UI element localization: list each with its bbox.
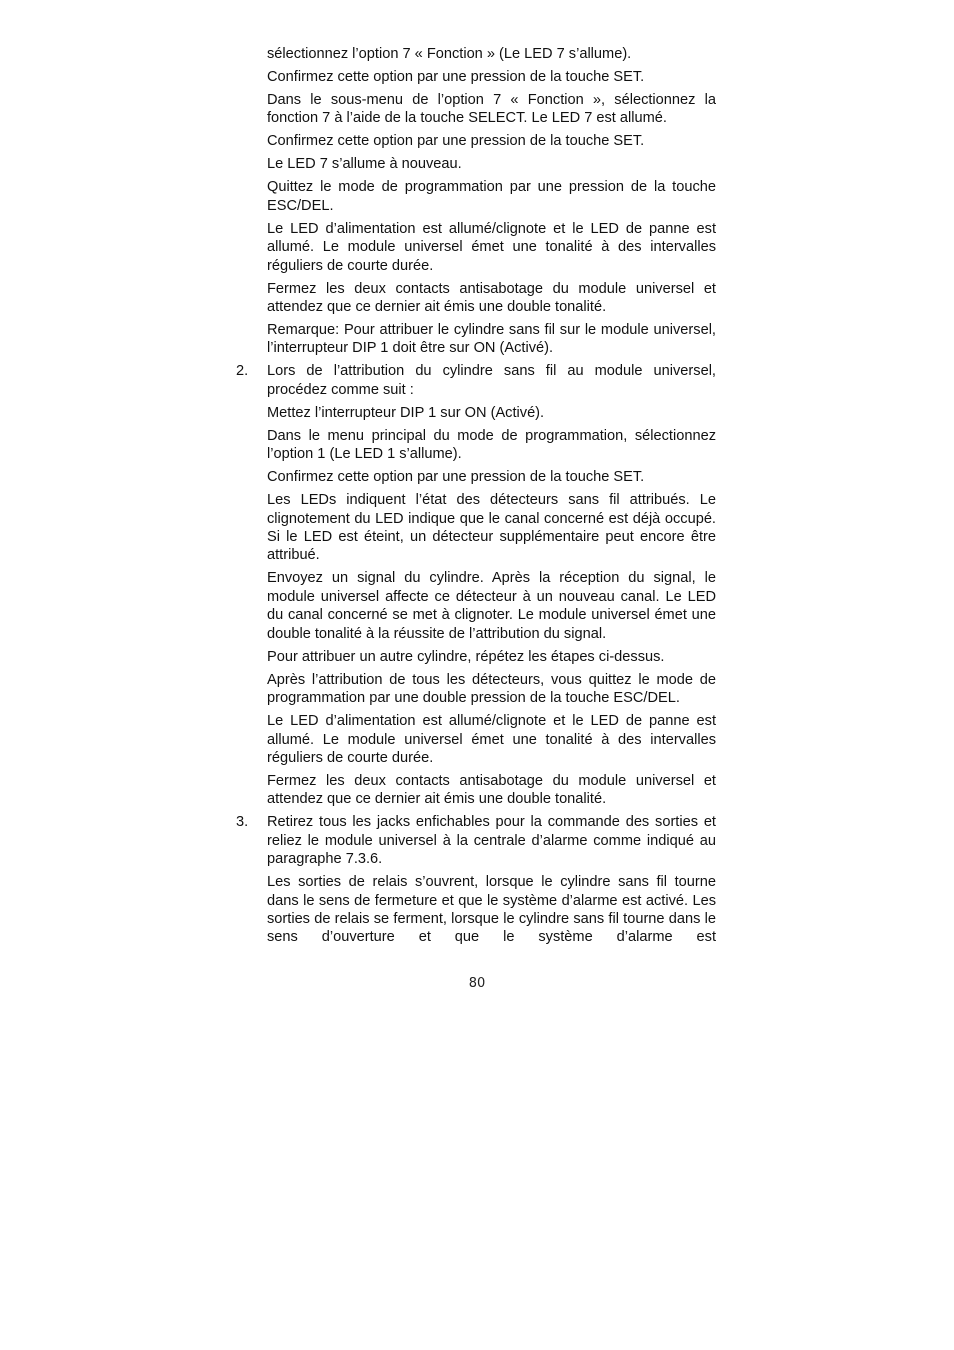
paragraph: Le LED 7 s’allume à nouveau. [267,156,462,173]
paragraph: Quittez le mode de programmation par une pression de la touche ESC/DEL. [267,179,716,214]
paragraph: Le LED d’alimentation est allumé/clignote et le LED de panne est allumé. Le module universel émet une tonalité à des intervalles réguliers de courte durée. [267,713,716,766]
step-text: Retirez tous les jacks enfichables pour la commande des sorties et reliez le module universel à la centrale d’alarme comme indiqué au paragraphe 7.3.6. [267,814,716,868]
paragraph: sélectionnez l’option 7 « Fonction » (Le LED 7 s’allume). [267,46,632,62]
paragraph: Les sorties de relais s’ouvrent, lorsque le cylindre sans fil tourne dans le sens de fermeture et que le système d’alarme est activé. Les sorties de relais se ferment, lorsque le cylindre sans fil tourne dans le sens d’ouverture et que le système d’alarme est [267,874,716,946]
paragraph: Fermez les deux contacts antisabotage du module universel et attendez que ce dernier ait émis une double tonalité. [267,772,716,808]
step-number: 2. [236,363,249,380]
paragraph: Les LEDs indiquent l’état des détecteurs sans fil attribués. Le clignotement du LED indique que le canal concerné est déjà occupé. Si le LED est éteint, un détecteur supplémentaire peut encore être attribué. [267,492,716,564]
paragraph: Confirmez cette option par une pression de la touche SET. [267,469,645,486]
note-paragraph: Remarque: Pour attribuer le cylindre sans fil sur le module universel, l’interrupteur DIP 1 doit être sur ON (Activé). [267,322,716,357]
step-text: Lors de l’attribution du cylindre sans fil au module universel, procédez comme suit : [267,363,716,398]
paragraph: Envoyez un signal du cylindre. Après la réception du signal, le module universel affecte ce détecteur à un nouveau canal. Le LED du canal concerné se met à clignoter. Le module universel émet une double tonalité à la réussite de l’attribution du signal. [267,570,716,642]
paragraph: Dans le menu principal du mode de programmation, sélectionnez l’option 1 (Le LED 1 s’allume). [267,427,716,463]
paragraph: Dans le sous-menu de l’option 7 « Fonction », sélectionnez la fonction 7 à l’aide de la touche SELECT. Le LED 7 est allumé. [267,92,716,127]
paragraph: Le LED d’alimentation est allumé/clignote et le LED de panne est allumé. Le module universel émet une tonalité à des intervalles réguliers de courte durée. [267,220,716,274]
numbered-step-2 [236,362,716,399]
paragraph: Après l’attribution de tous les détecteurs, vous quittez le mode de programmation par une double pression de la touche ESC/DEL. [267,671,716,707]
page-number: 80 [468,976,486,991]
paragraph: Confirmez cette option par une pression de la touche SET. [267,69,645,85]
paragraph: Mettez l’interrupteur DIP 1 sur ON (Activé). [267,404,545,421]
numbered-step-3 [236,813,716,868]
paragraph: Fermez les deux contacts antisabotage du module universel et attendez que ce dernier ait émis une double tonalité. [267,280,716,316]
paragraph: Pour attribuer un autre cylindre, répétez les étapes ci-dessus. [267,648,665,665]
paragraph: Confirmez cette option par une pression de la touche SET. [267,133,645,150]
page-body [236,45,716,951]
step-number: 3. [236,814,249,831]
